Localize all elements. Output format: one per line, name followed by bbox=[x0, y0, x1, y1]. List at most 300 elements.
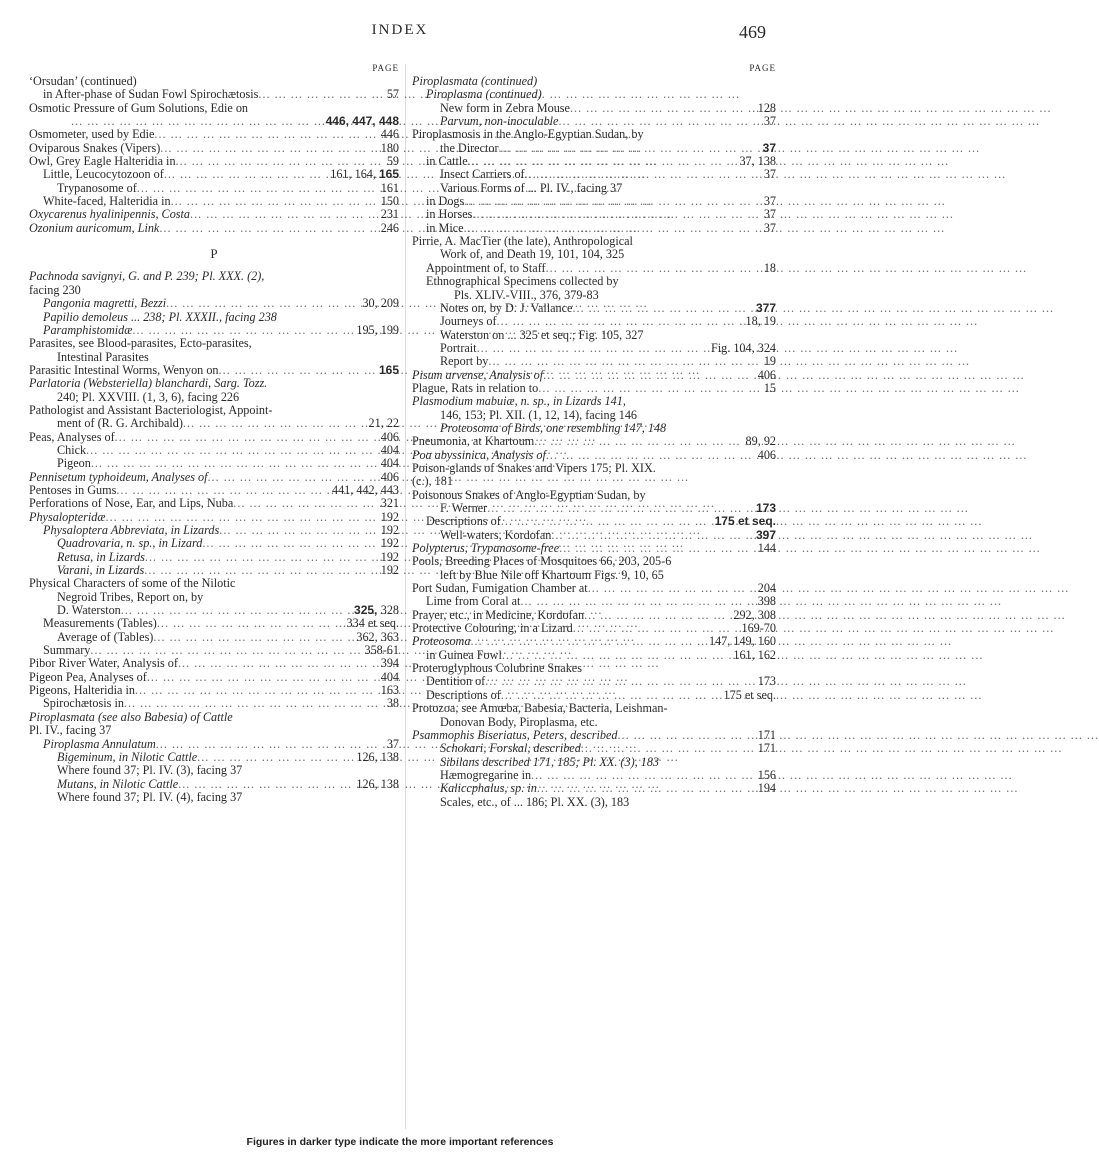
entry-pages: 446, 447, 448 bbox=[325, 114, 399, 129]
footer-note: Figures in darker type indicate the more important references bbox=[246, 1136, 554, 1148]
index-entry bbox=[29, 631, 399, 644]
index-entry bbox=[412, 195, 776, 208]
entry-term: Chick bbox=[57, 442, 87, 457]
entry-term: Protective Colouring, in a Lizard bbox=[412, 621, 573, 636]
entry-pages: 57 bbox=[386, 87, 399, 102]
entry-term: Pls. XLIV.-VIII., 376, 379-83 bbox=[454, 287, 599, 302]
entry-term: Perforations of Nose, Ear, and Lips, Nuba bbox=[29, 496, 234, 511]
entry-pages: 192 bbox=[380, 509, 399, 524]
index-entry bbox=[29, 778, 399, 791]
index-entry bbox=[29, 711, 399, 724]
index-entry bbox=[412, 475, 776, 488]
index-entry bbox=[412, 742, 776, 755]
entry-pages: 334 et seq. bbox=[346, 616, 399, 631]
entry-pages: 59 bbox=[386, 154, 399, 169]
index-entry bbox=[29, 617, 399, 630]
leader-dots bbox=[546, 262, 762, 275]
entry-term: Hæmogregarine in bbox=[440, 767, 532, 782]
leader-dots bbox=[219, 364, 377, 377]
entry-term: Report by bbox=[440, 354, 489, 369]
leader-dots bbox=[178, 657, 379, 670]
entry-term: Poisonous Snakes of Anglo-Egyptian Sudan, by bbox=[412, 487, 646, 502]
entry-pages: 362, 363 bbox=[356, 629, 399, 644]
entry-term: Measurements (Tables) bbox=[43, 616, 157, 631]
index-entry bbox=[412, 582, 776, 595]
entry-term: Various Forms of ... Pl. IV., facing 37 bbox=[440, 180, 623, 195]
entry-term: Oviparous Snakes (Vipers) bbox=[29, 140, 161, 155]
leader-dots bbox=[559, 542, 756, 555]
entry-pages: 246 bbox=[380, 220, 399, 235]
index-entry bbox=[412, 689, 776, 702]
entry-term: Poison-glands of Snakes and Vipers 175; Pl. XIX. bbox=[412, 460, 656, 475]
entry-term: Osmometer, used by Edie bbox=[29, 127, 155, 142]
index-entry bbox=[412, 635, 776, 648]
index-entry bbox=[29, 88, 399, 101]
entry-pages: 192 bbox=[380, 549, 399, 564]
index-entry bbox=[29, 657, 399, 670]
leader-dots bbox=[121, 604, 352, 617]
leader-dots bbox=[538, 382, 762, 395]
entry-pages: 171 bbox=[757, 741, 776, 756]
entry-term: Paramphistomidæ bbox=[43, 322, 133, 337]
entry-term: the Director bbox=[440, 140, 499, 155]
entry-pages: 19 bbox=[763, 354, 776, 369]
entry-term: Port Sudan, Fumigation Chamber at bbox=[412, 581, 588, 596]
entry-pages: 406 bbox=[380, 469, 399, 484]
index-entry bbox=[29, 284, 399, 297]
entry-pages: 15 bbox=[763, 380, 776, 395]
index-entry bbox=[412, 168, 776, 181]
leader-dots bbox=[464, 195, 762, 208]
page-column-label: PAGE bbox=[372, 63, 399, 73]
index-entry bbox=[29, 377, 399, 390]
entry-term: Trypanosome of bbox=[57, 180, 137, 195]
index-entry bbox=[412, 248, 776, 261]
leader-dots bbox=[219, 524, 378, 537]
index-entry bbox=[412, 382, 776, 395]
entry-pages: 192 bbox=[380, 536, 399, 551]
leader-dots bbox=[154, 128, 378, 141]
index-entry bbox=[412, 302, 776, 315]
entry-term: Pl. IV., facing 37 bbox=[29, 723, 112, 738]
index-entry bbox=[29, 297, 399, 310]
index-entry bbox=[412, 208, 776, 221]
entry-term: Physical Characters of some of the Nilotic bbox=[29, 576, 236, 591]
entry-pages: 192 bbox=[380, 523, 399, 537]
entry-term: Pennisetum typhoideum, Analyses of bbox=[29, 469, 208, 484]
index-entry bbox=[29, 208, 399, 221]
entry-term: Descriptions of bbox=[426, 687, 501, 702]
entry-term: Prayer, etc., in Medicine, Kordofan bbox=[412, 607, 585, 622]
entry-term: Parlatoria (Websteriella) blanchardi, Sarg. Tozz. bbox=[29, 376, 268, 391]
entry-term: Waterston on ... 325 et seq.; Fig. 105, 327 bbox=[440, 327, 644, 342]
index-entry bbox=[412, 342, 776, 355]
leader-dots bbox=[176, 155, 385, 168]
entry-term: in After-phase of Sudan Fowl Spirochætosis bbox=[43, 87, 259, 102]
entry-term: Work of, and Death 19, 101, 104, 325 bbox=[440, 247, 625, 262]
entry-term: Parasitic Intestinal Worms, Wenyon on bbox=[29, 362, 219, 377]
entry-pages: Fig. 104, 324 bbox=[710, 340, 776, 355]
entry-term: Peas, Analyses of bbox=[29, 429, 115, 444]
entry-pages: 161 bbox=[380, 180, 399, 195]
index-entry bbox=[29, 351, 399, 364]
entry-term: Spirochætosis in bbox=[43, 696, 124, 711]
index-entry bbox=[412, 289, 776, 302]
entry-term: left by Blue Nile off Khartoum Figs. 9, 10, 65 bbox=[440, 567, 664, 582]
entry-pages: 156 bbox=[757, 767, 776, 782]
leader-dots bbox=[464, 222, 762, 235]
entry-term: Pigeon Pea, Analyses of bbox=[29, 669, 147, 684]
index-entry bbox=[29, 684, 399, 697]
leader-dots bbox=[470, 635, 707, 648]
entry-term: in Horses bbox=[426, 207, 473, 222]
index-entry bbox=[412, 502, 776, 515]
leader-dots bbox=[106, 511, 379, 524]
entry-term: Proteosoma of Birds, one resembling 147, 148 bbox=[440, 420, 667, 435]
entry-pages: 446 bbox=[380, 127, 399, 142]
entry-term: Proteosoma bbox=[412, 634, 471, 649]
entry-term: Pigeons, Halteridia in bbox=[29, 683, 135, 698]
entry-pages: 37 bbox=[763, 114, 776, 129]
index-entry bbox=[412, 662, 776, 675]
leader-dots bbox=[584, 609, 731, 622]
entry-term: Osmotic Pressure of Gum Solutions, Edie on bbox=[29, 100, 249, 115]
entry-term: F. Werner bbox=[440, 501, 488, 515]
index-entry bbox=[29, 471, 399, 484]
index-entry bbox=[412, 409, 776, 422]
leader-dots bbox=[202, 537, 378, 550]
entry-pages: 406 bbox=[380, 429, 399, 444]
entry-pages: 195, 199 bbox=[356, 322, 399, 337]
index-entry bbox=[29, 168, 399, 181]
leader-dots bbox=[546, 449, 756, 462]
entry-term: Polypterus, Trypanosome-free bbox=[412, 541, 560, 556]
entry-pages: 292, 308 bbox=[733, 607, 776, 622]
entry-pages: 394 bbox=[380, 656, 399, 671]
leader-dots bbox=[485, 675, 755, 688]
entry-term: Donovan Body, Piroplasma, etc. bbox=[440, 714, 598, 729]
entry-term: Physaloptera Abbreviata, in Lizards bbox=[43, 523, 220, 537]
entry-term: Intestinal Parasites bbox=[57, 349, 149, 364]
index-entry bbox=[29, 324, 399, 337]
index-entry bbox=[412, 515, 776, 528]
index-entry bbox=[412, 675, 776, 688]
entry-term: Pools, Breeding Places of Mosquitoes 66, 203, 205-6 bbox=[412, 554, 672, 569]
entry-pages: 204 bbox=[757, 581, 776, 596]
entry-pages: 398 bbox=[757, 594, 776, 609]
entry-pages: 325, 328 bbox=[354, 603, 399, 618]
entry-pages: 441, 442, 443 bbox=[331, 482, 399, 497]
index-entry bbox=[29, 431, 399, 444]
entry-pages: 194 bbox=[757, 781, 776, 796]
entry-term: Pibor River Water, Analysis of bbox=[29, 656, 178, 671]
entry-pages: 321 bbox=[380, 496, 399, 511]
entry-term: Ethnographical Specimens collected by bbox=[426, 274, 619, 289]
leader-dots bbox=[534, 435, 743, 448]
leader-dots bbox=[570, 102, 756, 115]
index-entry bbox=[29, 222, 399, 235]
index-entry bbox=[412, 88, 776, 101]
leader-dots bbox=[132, 324, 354, 337]
entry-term: Descriptions of bbox=[426, 514, 501, 529]
entry-term: Notes on, by D. J. Vallance bbox=[440, 300, 573, 315]
entry-pages: 37, 138 bbox=[739, 154, 776, 169]
leader-dots bbox=[197, 751, 354, 764]
leader-dots bbox=[135, 684, 379, 697]
index-entry bbox=[29, 484, 399, 497]
index-entry bbox=[412, 369, 776, 382]
entry-term: D. Waterston bbox=[57, 603, 121, 618]
entry-term: 240; Pl. XXVIII. (1, 3, 6), facing 226 bbox=[57, 389, 240, 404]
index-entry bbox=[29, 195, 399, 208]
index-entry bbox=[29, 738, 399, 751]
leader-dots bbox=[572, 302, 754, 315]
leader-dots bbox=[160, 142, 378, 155]
index-entry bbox=[412, 462, 776, 475]
entry-term: Scales, etc., of ... 186; Pl. XX. (3), 183 bbox=[440, 794, 630, 809]
index-entry bbox=[29, 155, 399, 168]
index-entry bbox=[29, 444, 399, 457]
leader-dots bbox=[477, 342, 709, 355]
leader-dots bbox=[573, 622, 740, 635]
index-entry bbox=[412, 182, 776, 195]
entry-pages: 161, 164, 165 bbox=[330, 167, 399, 182]
entry-term: Where found 37; Pl. IV. (4), facing 37 bbox=[57, 789, 243, 804]
entry-term: Little, Leucocytozoon of bbox=[43, 167, 164, 182]
page-column-label: PAGE bbox=[749, 63, 776, 73]
entry-pages: 169-70 bbox=[741, 621, 776, 636]
entry-term: Mutans, in Nilotic Cattle bbox=[57, 776, 179, 791]
entry-term: Piroplasmosis in the Anglo-Egyptian Sudan, by bbox=[412, 127, 644, 142]
entry-term: Plasmodium mabuiæ, n. sp., in Lizards 141, bbox=[412, 394, 626, 409]
entry-term: Psammophis Biseriatus, Peters, described bbox=[412, 727, 618, 742]
index-entry bbox=[29, 364, 399, 377]
leader-dots bbox=[91, 457, 379, 470]
index-entry bbox=[29, 511, 399, 524]
index-entry bbox=[29, 524, 399, 537]
leader-dots bbox=[558, 115, 761, 128]
leader-dots bbox=[497, 315, 744, 328]
index-entry bbox=[412, 315, 776, 328]
leader-dots bbox=[501, 689, 722, 702]
entry-pages: 37 bbox=[763, 194, 776, 209]
index-entry bbox=[29, 604, 399, 617]
entry-term: Appointment of, to Staff bbox=[426, 260, 546, 275]
entry-pages: 397 bbox=[755, 527, 776, 542]
leader-dots bbox=[147, 671, 379, 684]
index-entry bbox=[412, 542, 776, 555]
entry-term: Pathologist and Assistant Bacteriologist, Appoint- bbox=[29, 402, 273, 417]
index-entry bbox=[29, 697, 399, 710]
entry-term: Journeys of bbox=[440, 314, 497, 329]
index-entry bbox=[412, 716, 776, 729]
entry-pages: 21, 22 bbox=[368, 416, 399, 431]
index-entry bbox=[412, 75, 776, 88]
entry-pages: 180 bbox=[380, 140, 399, 155]
leader-dots bbox=[233, 497, 378, 510]
entry-pages: 406 bbox=[757, 367, 776, 382]
leader-dots bbox=[90, 644, 362, 657]
index-entry bbox=[29, 391, 399, 404]
index-entry bbox=[412, 155, 776, 168]
entry-pages: 37 bbox=[762, 140, 776, 155]
leader-dots bbox=[171, 195, 379, 208]
page-header bbox=[0, 22, 800, 46]
index-entry bbox=[29, 724, 399, 737]
leader-dots bbox=[543, 369, 756, 382]
entry-term: Physalopteridæ bbox=[29, 509, 106, 524]
entry-pages: 126, 138 bbox=[356, 776, 399, 791]
leader-dots bbox=[525, 168, 762, 181]
index-entry bbox=[412, 142, 776, 155]
entry-pages: 406 bbox=[757, 447, 776, 462]
entry-term: Pigeon bbox=[57, 456, 91, 471]
entry-term: Parasites, see Blood-parasites, Ecto-parasites, bbox=[29, 336, 252, 351]
entry-term: Quadrovaria, n. sp., in Lizard bbox=[57, 536, 203, 551]
entry-term: Negroid Tribes, Report on, by bbox=[57, 589, 204, 604]
entry-pages: 128 bbox=[757, 100, 776, 115]
leader-dots bbox=[537, 782, 756, 795]
leader-dots bbox=[588, 582, 756, 595]
entry-term: Pachnoda savignyi, G. and P. 239; Pl. XXX. (2), bbox=[29, 269, 265, 284]
index-entry bbox=[29, 337, 399, 350]
index-group-o bbox=[29, 75, 399, 235]
index-entry bbox=[29, 115, 399, 128]
index-entry bbox=[412, 435, 776, 448]
entry-term: White-faced, Halteridia in bbox=[43, 194, 171, 209]
index-entry bbox=[412, 756, 776, 769]
index-entry bbox=[412, 782, 776, 795]
entry-pages: 18 bbox=[763, 260, 776, 275]
leader-dots bbox=[153, 631, 354, 644]
leader-dots bbox=[116, 484, 330, 497]
leader-dots bbox=[178, 778, 354, 791]
entry-term: ment of (R. G. Archibald) bbox=[57, 416, 183, 431]
index-entry bbox=[29, 128, 399, 141]
entry-term: Bigeminum, in Nilotic Cattle bbox=[57, 749, 198, 764]
index-group-p bbox=[29, 270, 399, 804]
entry-term: Owl, Grey Eagle Halteridia in bbox=[29, 154, 176, 169]
index-entry bbox=[412, 555, 776, 568]
entry-term: in Mice bbox=[426, 220, 464, 235]
index-entry bbox=[412, 702, 776, 715]
entry-pages: 175 et seq. bbox=[723, 687, 776, 702]
entry-pages: 404 bbox=[380, 669, 399, 684]
entry-term: New form in Zebra Mouse bbox=[440, 100, 570, 115]
left-column bbox=[29, 62, 399, 804]
entry-term: Retusa, in Lizards bbox=[57, 549, 145, 564]
entry-term: Piroplasmata (continued) bbox=[412, 74, 538, 88]
leader-dots bbox=[551, 529, 754, 542]
entry-term: in Cattle bbox=[426, 154, 468, 169]
entry-pages: 89, 92 bbox=[745, 434, 776, 449]
right-column bbox=[412, 62, 776, 809]
index-entry bbox=[29, 182, 399, 195]
entry-term: Summary bbox=[43, 643, 91, 658]
leader-dots bbox=[157, 617, 345, 630]
entry-pages: 37 bbox=[386, 736, 399, 751]
entry-pages: 358-61 bbox=[364, 643, 399, 658]
entry-pages: 161, 162 bbox=[733, 647, 776, 662]
index-entry bbox=[29, 644, 399, 657]
leader-dots bbox=[488, 355, 761, 368]
entry-pages: 144 bbox=[757, 541, 776, 556]
entry-pages: 377 bbox=[755, 300, 776, 315]
leader-dots bbox=[166, 297, 360, 310]
entry-term: Varani, in Lizards bbox=[57, 563, 145, 578]
index-entry bbox=[412, 102, 776, 115]
entry-pages: 37 bbox=[763, 207, 776, 222]
index-entry bbox=[29, 791, 399, 804]
entry-pages: 192 bbox=[380, 563, 399, 578]
index-entry bbox=[29, 497, 399, 510]
leader-dots bbox=[472, 208, 761, 221]
leader-dots bbox=[208, 471, 379, 484]
entry-pages: 18, 19 bbox=[745, 314, 776, 329]
entry-term: facing 230 bbox=[29, 282, 81, 297]
entry-term: Papilio demoleus ... 238; Pl. XXXII., facing 238 bbox=[43, 309, 277, 324]
entry-term: Portrait bbox=[440, 340, 477, 355]
entry-term: Plague, Rats in relation to bbox=[412, 380, 539, 395]
index-entry bbox=[29, 142, 399, 155]
entry-term: Kaliccphalus, sp. in bbox=[440, 781, 537, 796]
entry-term: Proteroglyphous Colubrine Snakes bbox=[412, 661, 582, 676]
entry-term: ‘Orsudan’ (continued) bbox=[29, 74, 137, 88]
entry-term: 146, 153; Pl. XII. (1, 12, 14), facing 146 bbox=[440, 407, 638, 422]
index-entry bbox=[412, 329, 776, 342]
index-entry bbox=[29, 417, 399, 430]
entry-pages: 38 bbox=[386, 696, 399, 711]
leader-dots bbox=[501, 515, 713, 528]
leader-dots bbox=[86, 444, 379, 457]
entry-term: Sibilans described 171, 185; Pl. XX. (3), 183 bbox=[440, 754, 660, 769]
index-entry bbox=[412, 796, 776, 809]
entry-pages: 30, 209 bbox=[362, 296, 399, 311]
leader-dots bbox=[145, 551, 379, 564]
index-entry bbox=[412, 569, 776, 582]
index-entry bbox=[412, 355, 776, 368]
entry-term: Pneumonia, at Khartoum bbox=[412, 434, 535, 449]
entry-term: Where found 37; Pl. IV. (3), facing 37 bbox=[57, 763, 243, 778]
index-group-p-continued bbox=[412, 75, 776, 809]
entry-term: in Dogs bbox=[426, 194, 465, 209]
index-entry bbox=[412, 489, 776, 502]
entry-pages: 404 bbox=[380, 442, 399, 457]
entry-term: Piroplasma Annulatum bbox=[43, 736, 156, 751]
entry-term: Well-waters, Kordofan bbox=[440, 527, 552, 542]
entry-pages: 126, 138 bbox=[356, 749, 399, 764]
entry-pages: 173 bbox=[755, 501, 776, 515]
leader-dots bbox=[258, 88, 384, 101]
leader-dots bbox=[468, 155, 738, 168]
leader-dots bbox=[581, 742, 756, 755]
entry-term: Pentoses in Gums bbox=[29, 482, 117, 497]
index-entry bbox=[29, 404, 399, 417]
index-entry bbox=[412, 115, 776, 128]
entry-term: in Guinea Fowl bbox=[426, 647, 502, 662]
index-entry bbox=[412, 609, 776, 622]
index-entry bbox=[412, 235, 776, 248]
entry-term: Dentition of bbox=[426, 674, 486, 689]
entry-term: Piroplasmata (see also Babesia) of Cattle bbox=[29, 709, 233, 724]
index-entry bbox=[29, 270, 399, 283]
entry-term: Piroplasma (continued) bbox=[426, 87, 542, 102]
index-entry bbox=[29, 311, 399, 324]
index-title: INDEX bbox=[371, 22, 429, 38]
entry-pages: 165 bbox=[378, 362, 399, 377]
entry-pages: 175 et seq. bbox=[714, 514, 776, 529]
leader-dots bbox=[164, 168, 328, 181]
